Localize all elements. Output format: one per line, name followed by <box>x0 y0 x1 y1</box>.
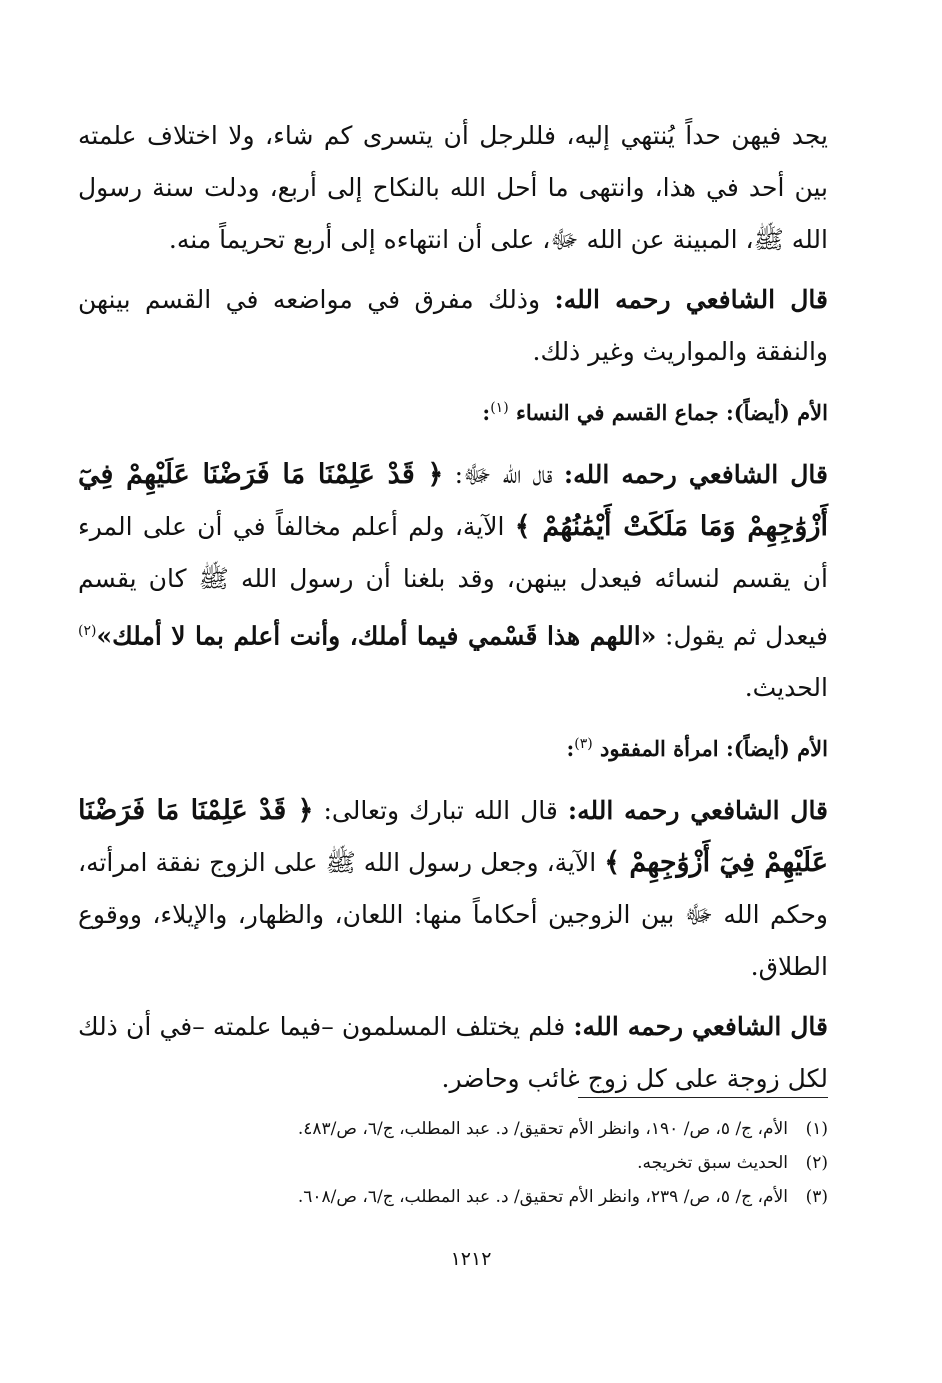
section-heading-2 <box>78 722 828 771</box>
paragraph-text: الآية، ولم أعلم مخالفاً في أن على المرء أن يقسم لنسائه فيعدل بينهن، وقد بلغنا أن رسول الله ﷺ كان يقسم فيعدل ثم يقول: <box>78 512 829 651</box>
quote-intro: قال الله ﷻ: <box>443 460 564 489</box>
heading-text: الأم (أيضاً): جماع القسم في النساء <box>515 400 828 425</box>
heading-text: الأم (أيضاً): امرأة المفقود <box>600 736 828 762</box>
page-body <box>78 110 828 1113</box>
footnote-text: الأم، ج/ ٥، ص/ ١٩٠، وانظر الأم تحقيق/ د. عبد المطلب، ج/٦، ص/٤٨٣. <box>297 1119 788 1139</box>
quran-verse: ﴿ قَدْ عَلِمْنَا مَا فَرَضْنَا عَلَيْهِمْ فِيٓ أَزْوَٰجِهِمْ ﴾ <box>78 795 828 879</box>
paragraph-lead: قال الشافعي رحمه الله: <box>563 460 828 489</box>
footnote-divider <box>578 1097 828 1098</box>
paragraph-lead: قال الشافعي رحمه الله: <box>567 796 829 826</box>
footnote-ref: (١) <box>490 400 509 416</box>
footnote-item <box>180 1146 828 1180</box>
heading-colon: : <box>482 400 491 425</box>
section-1-paragraph <box>78 449 828 714</box>
heading-colon: : <box>566 736 575 762</box>
footnote-ref: (٢) <box>78 623 97 639</box>
footnotes <box>180 1112 828 1214</box>
page-number: ١٢١٢ <box>450 1248 492 1270</box>
footnote-item <box>180 1180 828 1214</box>
paragraph-text: يجد فيهن حداً يُنتهي إليه، فللرجل أن يتسرى كم شاء، ولا اختلاف علمته بين أحد في هذا، وانتهى ما أحل الله بالنكاح إلى أربع، ودلت سنة رسول الله ﷺ، المبينة عن الله ﷻ، على أن انتهاءه إلى أربع تحريماً منه. <box>78 121 828 254</box>
footnote-number: (٣) <box>805 1187 828 1207</box>
quran-verse: ﴿ قَدْ عَلِمْنَا مَا فَرَضْنَا عَلَيْهِمْ فِيٓ أَزْوَٰجِهِمْ وَمَا مَلَكَتْ أَيْمَٰنُهُمْ ﴾ <box>78 459 828 542</box>
paragraph-text: الآية، وجعل رسول الله ﷺ على الزوج نفقة امرأته، وحكم الله ﷻ بين الزوجين أحكاماً منها: اللعان، والظهار، والإيلاء، ووقوع الطلاق. <box>78 848 828 982</box>
footnote-text: الأم، ج/ ٥، ص/ ٢٣٩، وانظر الأم تحقيق/ د. عبد المطلب، ج/٦، ص/٦٠٨. <box>297 1187 788 1207</box>
paragraph-lead: قال الشافعي رحمه الله: <box>554 285 828 314</box>
paragraph-tail: الحديث. <box>744 673 828 703</box>
paragraph-lead: قال الشافعي رحمه الله: <box>573 1012 828 1042</box>
footnote-number: (٢) <box>805 1153 828 1173</box>
footnote-item <box>180 1112 828 1146</box>
section-3-paragraph <box>78 1001 828 1105</box>
section-2-paragraph <box>78 785 828 993</box>
paragraph-2 <box>78 274 828 378</box>
footnote-text: الحديث سبق تخريجه. <box>637 1153 788 1173</box>
footnote-number: (١) <box>805 1119 828 1139</box>
paragraph-text: فلم يختلف المسلمون –فيما علمته –في أن ذلك لكل زوجة على كل زوج غائب وحاضر. <box>78 1012 828 1094</box>
section-heading-1 <box>78 386 828 435</box>
quote-intro: قال الله تبارك وتعالى: <box>313 796 568 826</box>
footnote-ref: (٣) <box>574 736 593 753</box>
hadith-quote: «اللهم هذا قَسْمي فيما أملك، وأنت أعلم بما لا أملك» <box>96 621 657 651</box>
paragraph-text: وذلك مفرق في مواضعه في القسم بينهن والنفقة والمواريث وغير ذلك. <box>78 285 828 366</box>
paragraph-1 <box>78 110 828 266</box>
